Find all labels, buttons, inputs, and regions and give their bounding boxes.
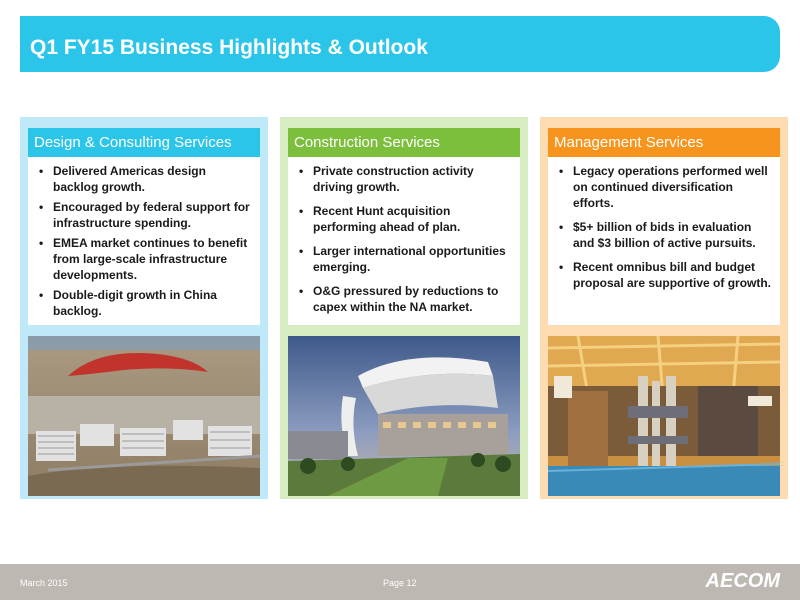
panel-construction [280, 117, 528, 499]
footer-bar [0, 564, 800, 600]
panel-header: Design & Consulting Services [28, 128, 260, 157]
panel-body [288, 157, 520, 325]
photo-facility-interior [548, 336, 780, 496]
page-title: Q1 FY15 Business Highlights & Outlook [30, 36, 428, 59]
list-item: • Double-digit growth in China backlog. [28, 287, 254, 319]
list-item: • EMEA market continues to benefit from large-scale infrastructure developments. [28, 235, 254, 283]
list-item: • O&G pressured by reductions to capex within the NA market. [288, 283, 514, 315]
bullet-list [548, 157, 780, 291]
panel-body [28, 157, 260, 325]
list-item: • Legacy operations performed well on continued diversification efforts. [548, 163, 774, 211]
page-number: Page 12 [383, 578, 417, 588]
list-item: • $5+ billion of bids in evaluation and $3 billion of active pursuits. [548, 219, 774, 251]
photo-race-complex [28, 336, 260, 496]
bullet-list [288, 157, 520, 315]
aecom-logo: AECOM [705, 570, 780, 592]
list-item: • Delivered Americas design backlog growth. [28, 163, 254, 195]
photo-stadium [288, 336, 520, 496]
title-bar [20, 16, 780, 72]
panel-header: Management Services [548, 128, 780, 157]
list-item: • Private construction activity driving growth. [288, 163, 514, 195]
list-item: • Recent omnibus bill and budget proposal are supportive of growth. [548, 259, 774, 291]
list-item: • Encouraged by federal support for infrastructure spending. [28, 199, 254, 231]
footer-date: March 2015 [20, 578, 68, 588]
bullet-list [28, 157, 260, 319]
list-item: • Larger international opportunities emerging. [288, 243, 514, 275]
panel-management [540, 117, 788, 499]
panel-design-consulting [20, 117, 268, 499]
panel-body [548, 157, 780, 325]
list-item: • Recent Hunt acquisition performing ahead of plan. [288, 203, 514, 235]
panel-header: Construction Services [288, 128, 520, 157]
